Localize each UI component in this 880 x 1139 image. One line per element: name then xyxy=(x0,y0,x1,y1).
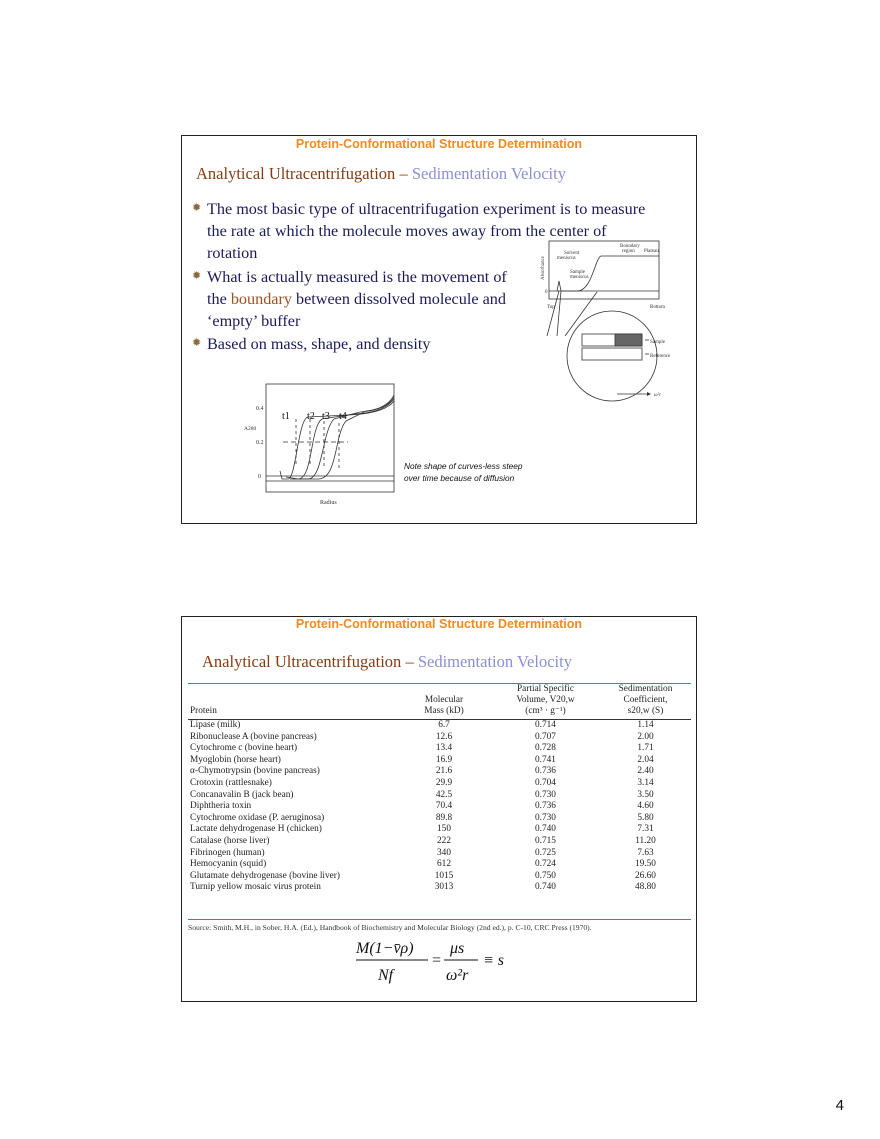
label-bottom: Bottom xyxy=(650,305,666,310)
cell-protein: Ribonuclease A (bovine pancreas) xyxy=(190,731,317,742)
bullet-highlight: boundary xyxy=(230,290,292,308)
cell-sedimentation: 11.20 xyxy=(635,835,656,846)
title-main: Analytical Ultracentrifugation xyxy=(196,164,396,183)
header-mass-line1: Molecular xyxy=(424,695,464,705)
header-volume-line3: (cm³ · g⁻¹) xyxy=(525,706,566,716)
slide-title xyxy=(202,652,572,672)
cell-mass: 222 xyxy=(437,835,451,846)
cell-sedimentation: 48.80 xyxy=(635,882,656,893)
cell-volume: 0.736 xyxy=(535,801,556,812)
table-row xyxy=(188,720,691,732)
slide-banner: Protein-Conformational Structure Determination xyxy=(295,137,583,151)
page-number: 4 xyxy=(835,1097,844,1114)
table-row xyxy=(188,813,691,825)
cell-protein: Turnip yellow mosaic virus protein xyxy=(190,882,321,893)
arrow-right-icon xyxy=(647,392,651,396)
cell-volume: 0.714 xyxy=(535,720,556,730)
title-sub: Sedimentation Velocity xyxy=(411,164,566,183)
sedimentation-table xyxy=(188,683,691,894)
cell-sedimentation: 5.80 xyxy=(637,812,654,823)
cell-protein: Catalase (horse liver) xyxy=(190,835,270,846)
cell-sedimentation: 2.40 xyxy=(637,766,654,777)
label-plateau: Plateau xyxy=(644,249,659,254)
cell-volume: 0.740 xyxy=(535,824,556,835)
title-main: Analytical Ultracentrifugation xyxy=(202,652,402,671)
label-meniscus-2: meniscus xyxy=(570,275,589,280)
cell-volume: 0.724 xyxy=(535,859,556,870)
cell-volume: 0.740 xyxy=(535,882,556,893)
x-axis-label: Radius xyxy=(320,500,337,506)
cell-protein: Fibrinogen (human) xyxy=(190,847,265,858)
cell-volume: 0.715 xyxy=(535,835,556,846)
cell-sedimentation: 4.60 xyxy=(637,801,654,812)
title-sub: Sedimentation Velocity xyxy=(417,652,572,671)
table-row xyxy=(188,732,691,744)
cell-sedimentation: 2.04 xyxy=(637,754,654,765)
eq-numerator-right: μs xyxy=(450,940,465,957)
cell-volume: 0.730 xyxy=(535,789,556,800)
tick-0: 0 xyxy=(258,474,261,480)
cell-sedimentation: 7.63 xyxy=(637,847,654,858)
y-axis-label: A280 xyxy=(244,426,257,432)
cell-mass: 21.6 xyxy=(435,766,453,777)
label-sample: Sample xyxy=(570,270,585,275)
curve-t1 xyxy=(280,401,394,479)
table-row xyxy=(188,836,691,848)
cell-mass: 89.8 xyxy=(435,812,453,823)
bullet-flower-icon: ✹ xyxy=(192,202,202,214)
cell-sedimentation: 19.50 xyxy=(635,859,656,870)
cell-sedimentation: 7.31 xyxy=(637,824,654,835)
cell-sedimentation: 1.14 xyxy=(637,720,654,730)
table-row xyxy=(188,824,691,836)
cell-sedimentation: 2.00 xyxy=(637,731,654,742)
bullet-text: Based on mass, shape, and density xyxy=(207,335,431,353)
header-volume xyxy=(491,684,600,720)
cell-protein: Diphtheria toxin xyxy=(190,801,252,812)
cell-protein: Myoglobin (horse heart) xyxy=(190,754,281,765)
label-zero: 0 xyxy=(545,290,548,295)
rotor-circle xyxy=(567,311,657,401)
table-header-row xyxy=(188,684,691,720)
table-row xyxy=(188,755,691,767)
eq-numerator-left: M(1−v̄ρ) xyxy=(356,940,414,957)
table-row xyxy=(188,801,691,813)
cell-mass: 150 xyxy=(437,824,451,835)
svedberg-equation xyxy=(354,933,524,989)
table-source: Source: Smith, M.H., in Sober, H.A. (Ed.), Handbook of Biochemistry and Molecular Biology (2nd ed.), p. C-10, CRC Press (1970). xyxy=(188,919,691,932)
cell-mass: 70.4 xyxy=(435,801,453,812)
header-mass xyxy=(397,684,491,720)
cell-sedimentation: 3.14 xyxy=(637,777,654,788)
label-solvent: Solvent xyxy=(564,251,580,256)
header-sedimentation xyxy=(600,684,691,720)
cell-protein: Crotoxin (rattlesnake) xyxy=(190,777,272,788)
cell-volume: 0.704 xyxy=(535,777,556,788)
bullet-item xyxy=(192,333,529,355)
cell-protein: Cytochrome c (bovine heart) xyxy=(190,743,298,754)
cell-protein: α-Chymotrypsin (bovine pancreas) xyxy=(190,766,320,777)
label-absorbance: Absorbance xyxy=(541,256,546,280)
cell-mass: 612 xyxy=(437,859,451,870)
eq-equivalent: ≡ s xyxy=(483,952,505,969)
table-body xyxy=(188,720,691,894)
label-top: Top xyxy=(547,305,555,310)
header-protein: Protein xyxy=(188,684,397,720)
reference-cell xyxy=(582,348,642,360)
header-mass-line2: Mass (kD) xyxy=(424,706,464,716)
cell-volume: 0.728 xyxy=(535,743,556,754)
bullet-text: The most basic type of ultracentrifugation experiment is to measure the rate at which the molecule moves away from the center of rotation xyxy=(207,200,646,262)
cell-volume: 0.730 xyxy=(535,812,556,823)
tick-02: 0.2 xyxy=(256,440,264,446)
cell-volume: 0.725 xyxy=(535,847,556,858)
slide-banner: Protein-Conformational Structure Determination xyxy=(295,617,583,631)
cell-protein: Glutamate dehydrogenase (bovine liver) xyxy=(190,870,340,881)
bullet-text-pre: What is actually measured is the movement of the xyxy=(207,268,507,308)
slide-1 xyxy=(181,135,697,524)
bullet-flower-icon: ✹ xyxy=(192,337,202,349)
cell-sedimentation: 26.60 xyxy=(635,870,656,881)
cell-sedimentation: 3.50 xyxy=(637,789,654,800)
cell-protein: Cytochrome oxidase (P. aeruginosa) xyxy=(190,812,325,823)
cell-sedimentation: 1.71 xyxy=(637,743,654,754)
absorbance-plot-frame xyxy=(549,241,659,299)
label-meniscus: meniscus xyxy=(557,256,576,261)
table-row xyxy=(188,882,691,894)
cell-mass: 16.9 xyxy=(435,754,453,765)
bullet-flower-icon: ✹ xyxy=(192,270,202,282)
table-row xyxy=(188,790,691,802)
label-sample-cell: Sample xyxy=(650,340,665,345)
label-boundary: Boundary xyxy=(620,244,640,249)
table-row xyxy=(188,766,691,778)
cell-mass: 42.5 xyxy=(435,789,453,800)
cell-mass: 29.9 xyxy=(435,777,453,788)
cell-mass: 13.4 xyxy=(435,743,453,754)
cell-protein: Hemocyanin (squid) xyxy=(190,859,267,870)
time-label-t2: t2 xyxy=(307,411,315,422)
cell-mass: 3013 xyxy=(434,882,454,893)
bullet-text-post: between dissolved molecule and ‘empty’ buffer xyxy=(207,290,506,330)
header-sed-line3: s20,w (S) xyxy=(627,706,664,716)
table-row xyxy=(188,848,691,860)
cell-volume: 0.741 xyxy=(535,754,556,765)
table-row xyxy=(188,778,691,790)
table-row xyxy=(188,743,691,755)
diffusion-note: Note shape of curves-less steep over time because of diffusion xyxy=(404,461,523,483)
sedimentation-graph xyxy=(238,379,403,509)
cell-mass: 340 xyxy=(437,847,451,858)
header-volume-line2: Volume, V20,w xyxy=(516,695,575,705)
eq-denominator-left: Nf xyxy=(378,967,394,984)
cell-volume: 0.707 xyxy=(535,731,556,742)
title-separator: – xyxy=(395,164,412,183)
time-label-t3: t3 xyxy=(322,411,330,422)
bullet-item xyxy=(192,266,529,332)
header-volume-line1: Partial Specific xyxy=(516,684,575,694)
header-sed-line2: Coefficient, xyxy=(623,695,668,705)
header-sed-line1: Sedimentation xyxy=(618,684,673,694)
slide-title xyxy=(196,164,566,184)
table-row xyxy=(188,859,691,871)
time-label-t4: t4 xyxy=(339,411,347,422)
curve-t3 xyxy=(290,397,394,479)
cell-mass: 1015 xyxy=(434,870,454,881)
label-reference-cell: Reference xyxy=(650,354,671,359)
ultracentrifuge-diagram xyxy=(537,236,697,406)
title-separator: – xyxy=(401,652,418,671)
label-omega: ω²r xyxy=(654,393,661,398)
label-region: region xyxy=(622,249,635,254)
cell-protein: Lactate dehydrogenase H (chicken) xyxy=(190,824,322,835)
cell-protein: Lipase (milk) xyxy=(190,720,241,730)
cell-volume: 0.736 xyxy=(535,766,556,777)
time-label-t1: t1 xyxy=(282,411,290,422)
cell-mass: 12.6 xyxy=(435,731,453,742)
table-row xyxy=(188,871,691,883)
slide-2 xyxy=(181,616,697,1002)
tick-04: 0.4 xyxy=(256,406,264,412)
eq-denominator-right: ω²r xyxy=(446,967,469,984)
eq-equals: = xyxy=(432,952,442,969)
cell-volume: 0.750 xyxy=(535,870,556,881)
cell-mass: 6.7 xyxy=(438,720,450,730)
cell-protein: Concanavalin B (jack bean) xyxy=(190,789,294,800)
